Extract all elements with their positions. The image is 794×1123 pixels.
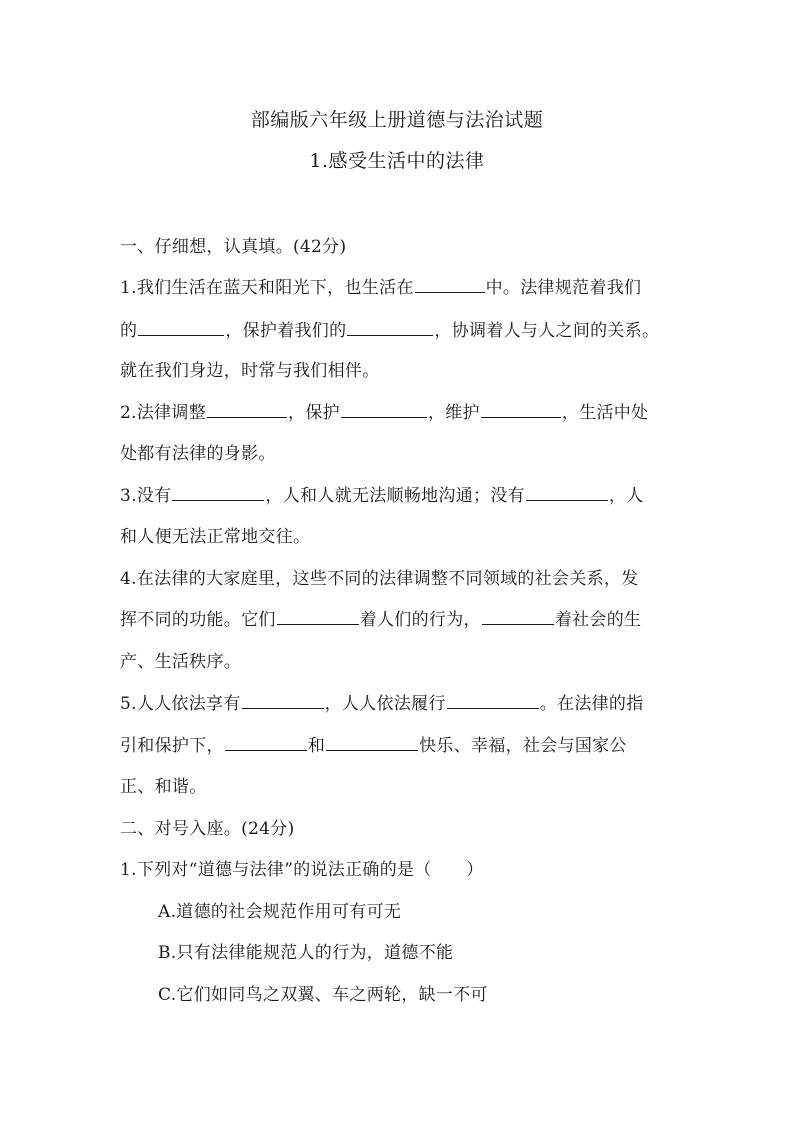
q3-line2: 和人便无法正常地交往。 <box>120 527 311 547</box>
q1-text-c: 的 <box>120 321 138 341</box>
q2-text-b: ，保护 <box>288 403 340 423</box>
fill-blank[interactable] <box>242 691 324 709</box>
option-a[interactable]: A.道德的社会规范作用可有可无 <box>158 902 402 922</box>
fill-blank[interactable] <box>225 733 307 751</box>
fill-blank[interactable] <box>277 607 359 625</box>
s2-q1-stem: 1.下列对“道德与法律”的说法正确的是（ ） <box>120 860 484 880</box>
q3-text-a: 3.没有 <box>120 486 172 506</box>
section2-heading: 二、对号入座。(24分) <box>120 819 295 839</box>
q4-line1: 4.在法律的大家庭里，这些不同的法律调整不同领域的社会关系，发 <box>120 569 639 589</box>
q1-line2 <box>120 316 659 341</box>
section1-heading: 一、仔细想，认真填。(42分) <box>120 237 347 257</box>
fill-blank[interactable] <box>172 483 264 501</box>
q1-text-d: ，保护着我们的 <box>225 321 347 341</box>
q3-text-c: ，人 <box>608 486 644 506</box>
option-b[interactable]: B.只有法律能规范人的行为，道德不能 <box>158 943 454 963</box>
option-c[interactable]: C.它们如同鸟之双翼、车之两轮，缺一不可 <box>158 985 488 1005</box>
q2-text-c: ，维护 <box>427 403 480 423</box>
q1-line3: 就在我们身边，时常与我们相伴。 <box>120 361 380 381</box>
q3-line1 <box>120 481 644 506</box>
q5-text-d: 引和保护下， <box>120 736 224 756</box>
q1-text-b: 中。法律规范着我们 <box>485 278 642 298</box>
fill-blank[interactable] <box>341 400 427 418</box>
fill-blank[interactable] <box>138 318 224 336</box>
q5-text-a: 5.人人依法享有 <box>120 694 241 714</box>
q3-text-b: ，人和人就无法顺畅地沟通；没有 <box>265 486 525 506</box>
q5-line1 <box>120 689 644 714</box>
fill-blank[interactable] <box>326 733 418 751</box>
q2-line2: 处都有法律的身影。 <box>120 444 276 464</box>
fill-blank[interactable] <box>447 691 539 709</box>
fill-blank[interactable] <box>347 318 433 336</box>
fill-blank[interactable] <box>482 607 554 625</box>
q1-text-e: ，协调着人与人之间的关系。 <box>434 321 660 341</box>
q4-text-d: 着社会的生 <box>554 610 642 630</box>
q4-text-c: 着人们的行为， <box>359 610 481 630</box>
q2-text-d: ，生活中处 <box>561 403 649 423</box>
q5-line2 <box>120 731 627 756</box>
fill-blank[interactable] <box>207 400 287 418</box>
q4-line3: 产、生活秩序。 <box>120 652 242 672</box>
q5-text-f: 快乐、幸福，社会与国家公 <box>419 736 627 756</box>
q5-line3: 正、和谐。 <box>120 777 207 797</box>
q1-text-a: 1.我们生活在蓝天和阳光下，也生活在 <box>120 278 414 298</box>
document-subtitle: 1.感受生活中的法律 <box>309 150 485 172</box>
q2-text-a: 2.法律调整 <box>120 403 207 423</box>
q4-text-b: 挥不同的功能。它们 <box>120 610 276 630</box>
q5-text-b: ，人人依法履行 <box>324 694 446 714</box>
fill-blank[interactable] <box>526 483 608 501</box>
fill-blank[interactable] <box>481 400 561 418</box>
q5-text-e: 和 <box>307 736 326 756</box>
q2-line1 <box>120 398 648 423</box>
document-title: 部编版六年级上册道德与法治试题 <box>250 109 544 131</box>
q4-line2 <box>120 605 641 630</box>
q5-text-c: 。在法律的指 <box>539 694 644 714</box>
fill-blank[interactable] <box>415 275 485 293</box>
q1-line1 <box>120 273 641 298</box>
